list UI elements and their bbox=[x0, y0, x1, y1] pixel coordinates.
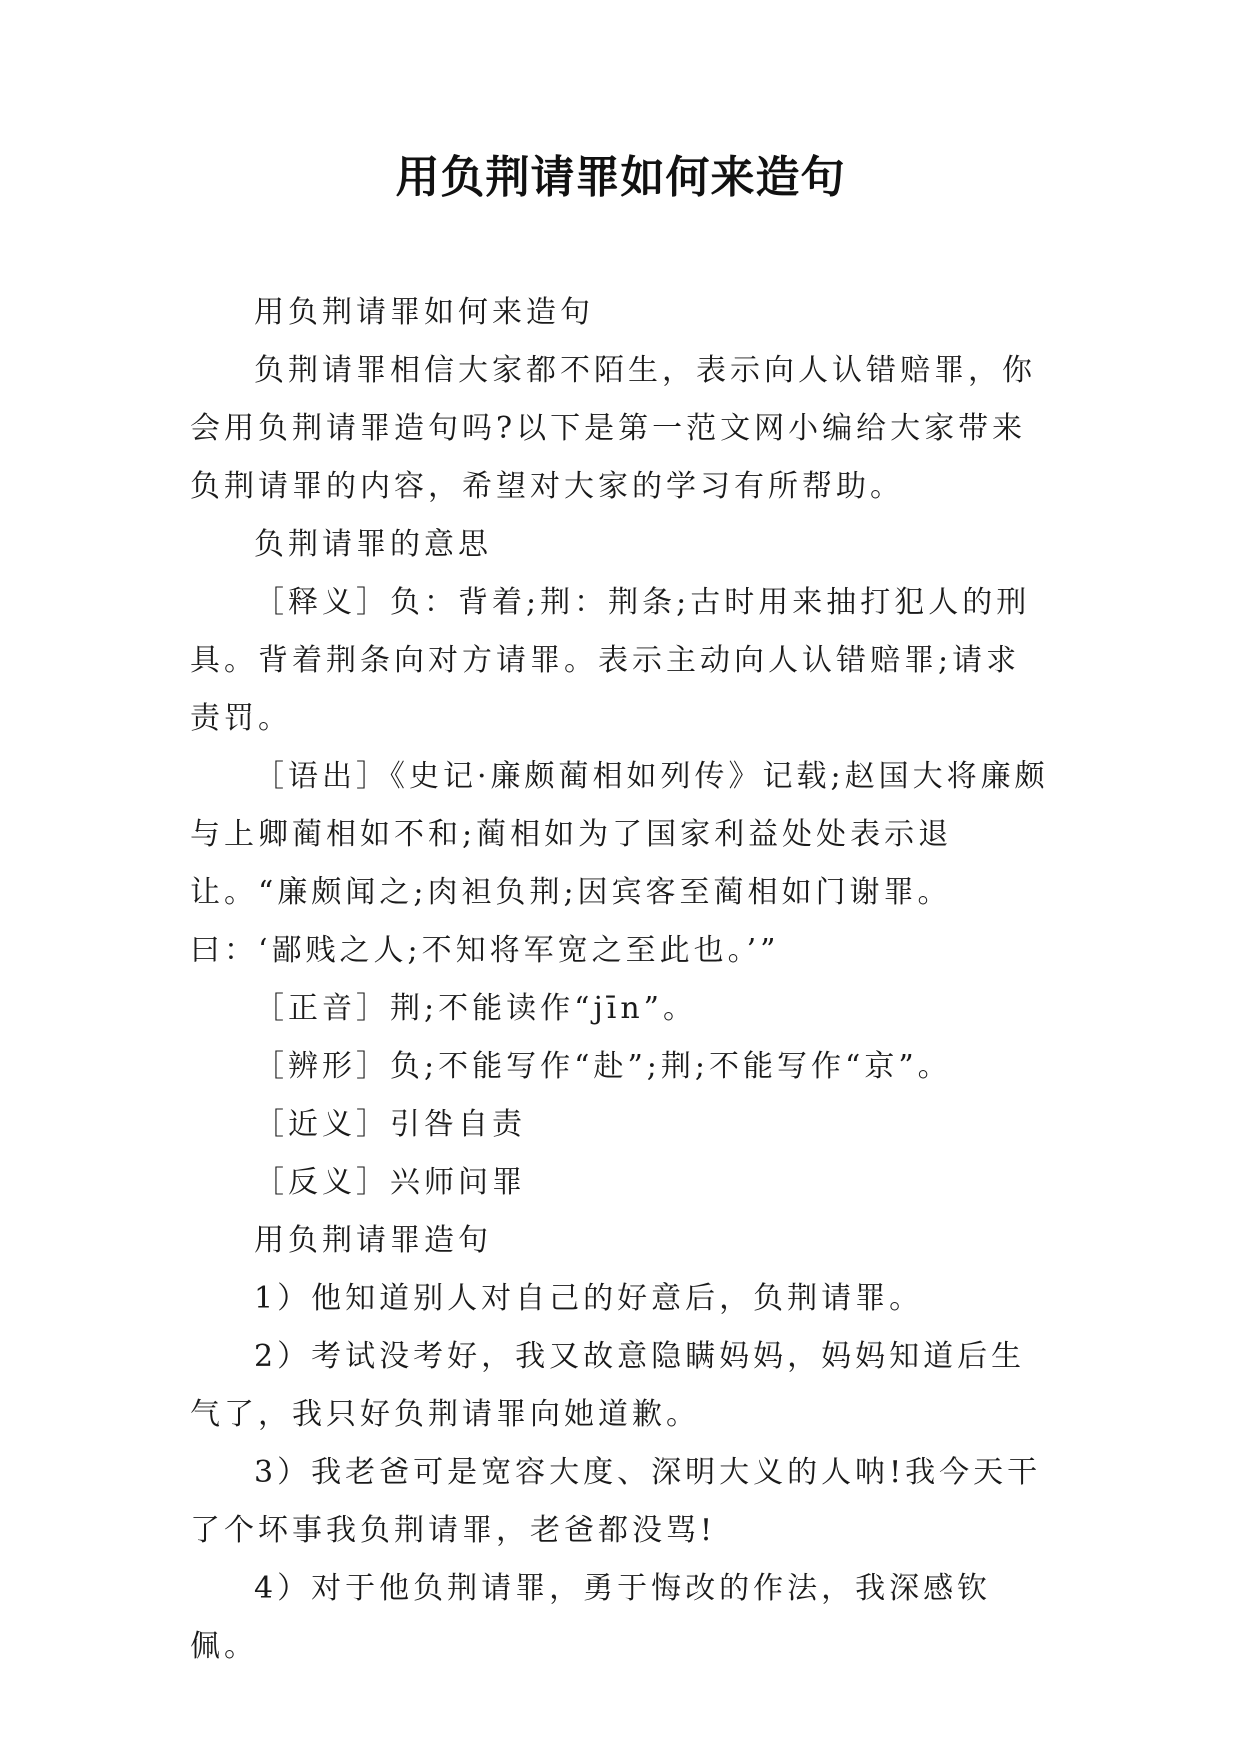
paragraph-synonym: ［近义］引咎自责 bbox=[254, 1107, 526, 1142]
paragraph-pronunciation: ［正音］荆;不能读作“jīn”。 bbox=[254, 991, 697, 1026]
paragraph-meaning-heading: 负荆请罪的意思 bbox=[254, 527, 492, 562]
page-title: 用负荆请罪如何来造句 bbox=[395, 152, 846, 203]
document-body bbox=[190, 284, 1050, 1676]
paragraph-origin: ［语出］《史记·廉颇蔺相如列传》记载;赵国大将廉颇与上卿蔺相如不和;蔺相如为了国家利益处处表示退让。“廉颇闻之;肉袒负荆;因宾客至蔺相如门谢罪。曰：‘鄙贱之人;不知将军宽之至此也。’” bbox=[190, 759, 1049, 968]
example-sentence-3: 3）我老爸可是宽容大度、深明大义的人呐!我今天干了个坏事我负荆请罪，老爸都没骂! bbox=[190, 1455, 1042, 1548]
paragraph-antonym: ［反义］兴师问罪 bbox=[254, 1165, 526, 1200]
paragraph-definition: ［释义］负：背着;荆：荆条;古时用来抽打犯人的刑具。背着荆条向对方请罪。表示主动向人认错赔罪;请求责罚。 bbox=[190, 585, 1031, 736]
paragraph-examples-heading: 用负荆请罪造句 bbox=[254, 1223, 492, 1258]
paragraph-character-form: ［辨形］负;不能写作“赴”;荆;不能写作“京”。 bbox=[254, 1049, 952, 1084]
example-sentence-2: 2）考试没考好，我又故意隐瞒妈妈，妈妈知道后生气了，我只好负荆请罪向她道歉。 bbox=[190, 1339, 1026, 1432]
paragraph-heading-repeat: 用负荆请罪如何来造句 bbox=[254, 295, 594, 330]
example-sentence-4: 4）对于他负荆请罪，勇于悔改的作法，我深感钦佩。 bbox=[190, 1571, 992, 1664]
example-sentence-1: 1）他知道别人对自己的好意后，负荆请罪。 bbox=[254, 1281, 924, 1316]
paragraph-intro: 负荆请罪相信大家都不陌生，表示向人认错赔罪，你会用负荆请罪造句吗?以下是第一范文网小编给大家带来负荆请罪的内容，希望对大家的学习有所帮助。 bbox=[190, 353, 1036, 504]
